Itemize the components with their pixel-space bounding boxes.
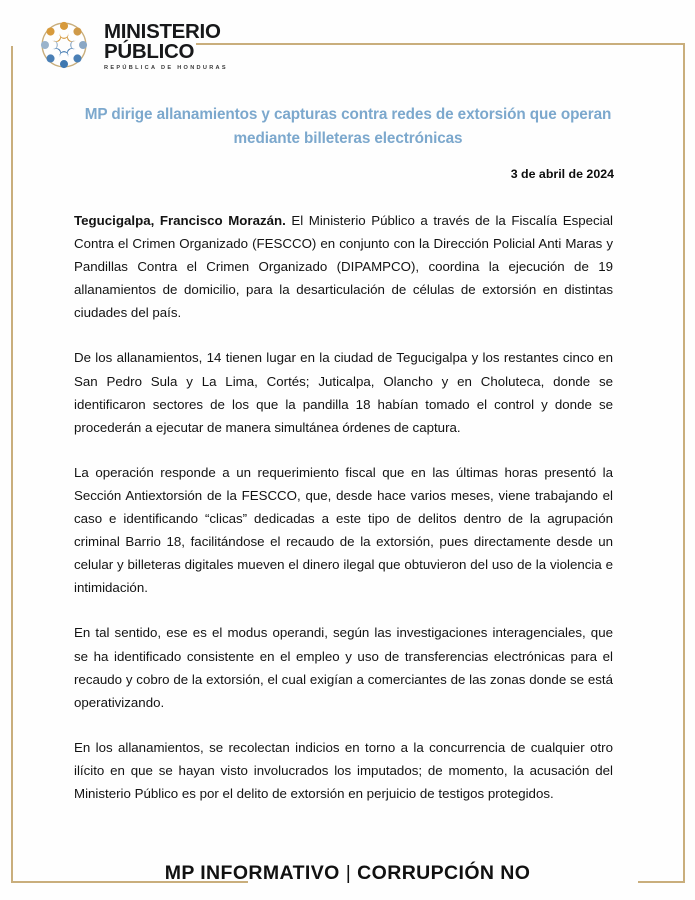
frame-top-border [196, 43, 684, 45]
frame-right-border [683, 43, 685, 883]
wordmark-subtitle: REPÚBLICA DE HONDURAS [104, 64, 228, 71]
document-footer [0, 862, 695, 885]
article-paragraph: La operación responde a un requerimiento fiscal que en las últimas horas presentó la Sección Antiextorsión de la FESCCO, que, desde hace varios meses, viene trabajando el caso e identificando “clicas” dedicadas a este tipo de delitos dentro de la agrupación criminal Barrio 18, facilitándose el recaudo de la extorsión, pues directamente desde un celular y billeteras digitales mueven el dinero ilegal que obtuvieron del uso de la violencia e intimidación. [74, 464, 613, 596]
page-title: MP dirige allanamientos y capturas contra redes de extorsión que operan mediante billeteras electrónicas [84, 106, 612, 147]
document-header [36, 12, 228, 78]
wordmark [104, 20, 228, 71]
article-body [74, 209, 613, 805]
article-paragraph: Tegucigalpa, Francisco Morazán. El Ministerio Público a través de la Fiscalía Especial Contra el Crimen Organizado (FESCCO) en conjunto con la Dirección Policial Anti Maras y Pandillas Contra el Crimen Organizado (DIPAMPCO), coordina la ejecución de 19 allanamientos de domicilio, para la desarticulación de células de extorsión en distintas ciudades del país. [74, 213, 613, 321]
wordmark-line-1: MINISTERIO [104, 19, 221, 43]
publication-date: 3 de abril de 2024 [510, 167, 614, 181]
wordmark-line-2: PÚBLICO [104, 39, 195, 63]
footer-left-label: MP INFORMATIVO [164, 862, 340, 884]
paragraph-lead: Tegucigalpa, Francisco Morazán. [74, 213, 286, 228]
footer-separator: | [345, 862, 352, 884]
article-paragraph: En los allanamientos, se recolectan indicios en torno a la concurrencia de cualquier otro ilícito en que se hayan visto involucrados los imputados; de momento, la acusación del Ministerio Público es por el delito de extorsión en perjuicio de testigos protegidos. [74, 739, 613, 801]
ministerio-publico-circle-of-people-icon [36, 17, 92, 73]
article-paragraph: De los allanamientos, 14 tienen lugar en la ciudad de Tegucigalpa y los restantes cinco en San Pedro Sula y La Lima, Cortés; Juticalpa, Olancho y en Choluteca, donde se identificaron sectores de los que la pandilla 18 habían tomado el control y donde se procederán a ejecutar de manera simultánea órdenes de captura. [74, 350, 613, 435]
article-paragraph: En tal sentido, ese es el modus operandi, según las investigaciones interagenciales, que se ha identificado consistente en el empleo y uso de transferencias electrónicas para el recaudo y cobro de la extorsión, el cual exigían a comerciantes de las zonas donde se está operativizando. [74, 625, 613, 710]
footer-right-label: CORRUPCIÓN NO [357, 862, 531, 884]
frame-left-border [11, 46, 13, 883]
